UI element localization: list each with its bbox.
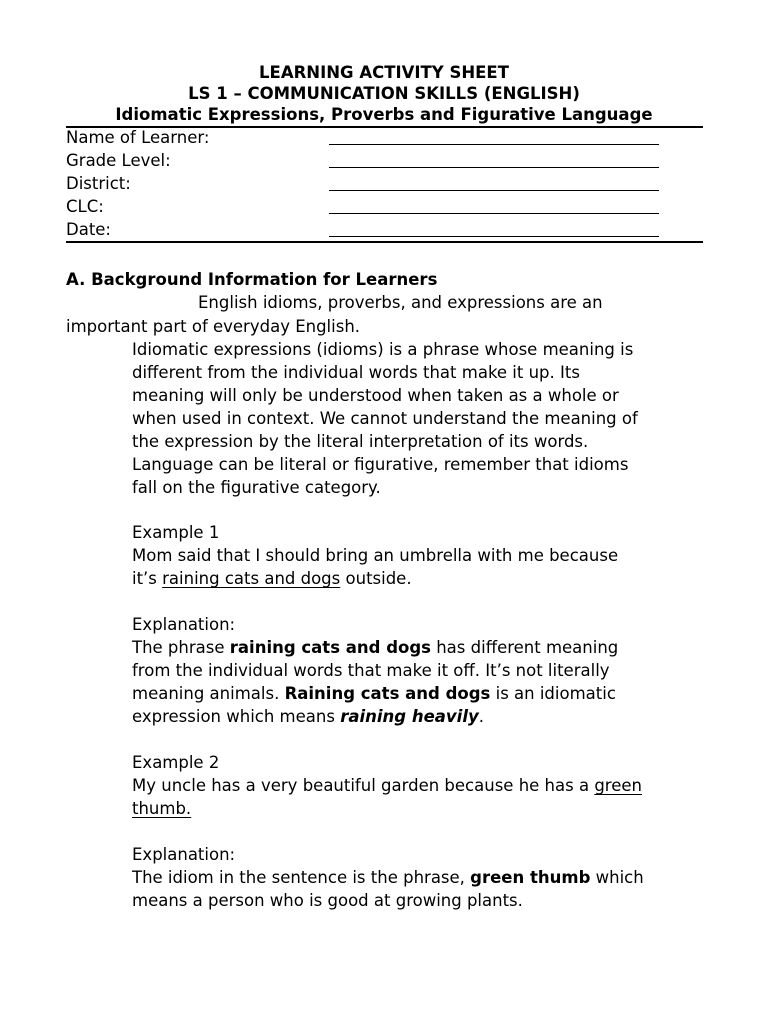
idiom-bold: green thumb [470,868,591,887]
field-blank-line[interactable] [329,167,659,168]
field-blank-line[interactable] [329,213,659,214]
learner-info-fields [66,127,702,242]
field-blank-line[interactable] [329,236,659,237]
example-1-title: Example 1 [132,523,220,542]
sheet-topic: Idiomatic Expressions, Proverbs and Figurative Language [115,105,653,124]
field-blank-line[interactable] [329,190,659,191]
example-1-sentence [132,567,412,590]
example-2-explanation: means a person who is good at growing plants. [132,891,523,910]
example-2-sentence [132,774,642,797]
example-1-explanation [132,682,616,705]
field-label: Name of Learner: [66,128,210,147]
example-2-sentence [132,797,191,820]
paragraph-line: fall on the figurative category. [132,478,381,497]
example-2-title: Example 2 [132,753,220,772]
paragraph-line: Language can be literal or figurative, remember that idioms [132,455,629,474]
example-1-explanation [132,705,484,728]
field-grade-level[interactable] [66,150,702,173]
sheet-title: LEARNING ACTIVITY SHEET [259,63,509,82]
example-1-explanation: from the individual words that make it off. It’s not literally [132,661,610,680]
text-span: expression which means [132,707,341,726]
text-span: is an idiomatic [490,684,616,703]
field-label: CLC: [66,197,104,216]
fields-divider [66,241,703,243]
idiom-bold: Raining cats and dogs [284,684,491,703]
text-span: My uncle has a very beautiful garden because he has a [132,776,595,795]
meaning-bold-italic: raining heavily [340,707,479,726]
example-2-explanation [132,866,644,889]
example-1-explanation-title: Explanation: [132,615,236,634]
text-span: meaning animals. [132,684,285,703]
field-label: Grade Level: [66,151,171,170]
field-district[interactable] [66,173,702,196]
idiom-underlined: thumb. [132,799,192,818]
intro-line: English idioms, proverbs, and expressions are an [198,293,603,312]
paragraph-line: Idiomatic expressions (idioms) is a phrase whose meaning is [132,340,634,359]
idiom-underlined: raining cats and dogs [162,569,341,588]
field-label: Date: [66,220,111,239]
field-name-of-learner[interactable] [66,127,702,150]
idiom-underlined: green [594,776,642,795]
text-span: has different meaning [430,638,619,657]
section-a-heading: A. Background Information for Learners [66,270,438,289]
idiom-bold: raining cats and dogs [229,638,431,657]
intro-line: important part of everyday English. [66,317,361,336]
paragraph-line: the expression by the literal interpretation of its words. [132,432,589,451]
field-clc[interactable] [66,196,702,219]
example-1-explanation [132,636,618,659]
paragraph-line: when used in context. We cannot understand the meaning of [132,409,638,428]
field-blank-line[interactable] [329,144,659,145]
text-span: The idiom in the sentence is the phrase, [132,868,471,887]
paragraph-line: meaning will only be understood when taken as a whole or [132,386,619,405]
example-2-explanation-title: Explanation: [132,845,236,864]
paragraph-line: different from the individual words that make it up. Its [132,363,580,382]
field-date[interactable] [66,219,702,242]
text-span: . [478,707,484,726]
sheet-header [66,62,702,125]
example-1-sentence: Mom said that I should bring an umbrella with me because [132,546,619,565]
field-label: District: [66,174,131,193]
text-span: outside. [340,569,412,588]
sheet-subject: LS 1 – COMMUNICATION SKILLS (ENGLISH) [188,84,580,103]
text-span: which [590,868,644,887]
text-span: The phrase [132,638,230,657]
text-span: it’s [132,569,163,588]
